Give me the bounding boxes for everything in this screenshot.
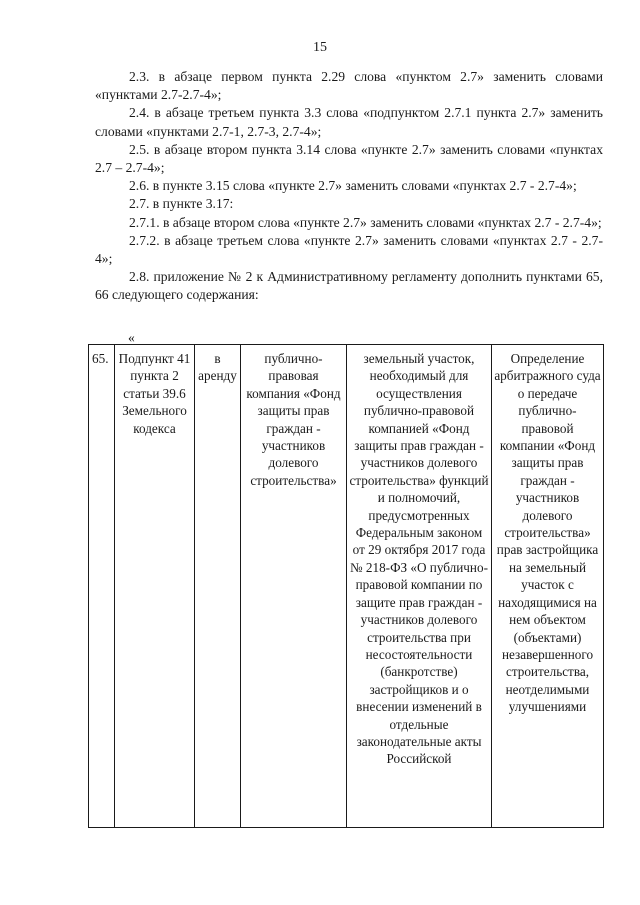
paragraph-2-5: 2.5. в абзаце втором пункта 3.14 слова «пункте 2.7» заменить словами «пунктах 2.7 – 2.7-4»; <box>95 141 603 176</box>
paragraph-2-8: 2.8. приложение № 2 к Административному регламенту дополнить пунктами 65, 66 следующего содержания: <box>95 269 603 303</box>
paragraph-2-6: 2.6. в пункте 3.15 слова «пункте 2.7» заменить словами «пунктах 2.7 - 2.7-4»; <box>129 178 577 194</box>
row-number-cell: 65. <box>89 345 115 828</box>
paragraph-2-7-1: 2.7.1. в абзаце втором слова «пункте 2.7» заменить словами «пунктах 2.7 - 2.7-4»; <box>129 214 602 230</box>
opening-quote-mark: « <box>128 330 135 345</box>
document-body <box>95 68 603 305</box>
paragraph-2-7: 2.7. в пункте 3.17: <box>129 196 234 212</box>
table-row <box>89 345 604 828</box>
land-plot-cell: земельный участок, необходимый для осуществления публично-правовой компанией «Фонд защиты прав граждан - участников долевого строительства» функций и полномочий, предусмотренных Федеральным законом от 29 октября 2017 года № 218-ФЗ «О публично-правовой компании по защите прав граждан - участников долевого строительства при несостоятельности (банкротстве) застройщиков и о внесении изменений в отдельные законодательные акты Российской <box>347 345 492 828</box>
recipient-cell: публично-правовая компания «Фонд защиты прав граждан - участников долевого строительства» <box>241 345 347 828</box>
document-cell: Определение арбитражного суда о передаче публично-правовой компании «Фонд защиты прав граждан - участников долевого строительства» прав застройщика на земельный участок с находящимися на нем объектом (объектами) незавершенного строительства, неотделимыми улучшениями <box>492 345 604 828</box>
amendment-table <box>88 344 604 828</box>
paragraph-2-3: 2.3. в абзаце первом пункта 2.29 слова «пунктом 2.7» заменить словами «пунктами 2.7-2.7-4»; <box>95 69 603 103</box>
paragraph-2-4: 2.4. в абзаце третьем пункта 3.3 слова «подпунктом 2.7.1 пункта 2.7» заменить словами «пунктами 2.7-1, 2.7-3, 2.7-4»; <box>95 105 603 139</box>
legal-basis-cell: Подпункт 41 пункта 2 статьи 39.6 Земельного кодекса <box>115 345 195 828</box>
paragraph-2-7-2: 2.7.2. в абзаце третьем слова «пункте 2.7» заменить словами «пунктах 2.7 - 2.7-4»; <box>95 232 603 267</box>
page-number: 15 <box>313 40 327 55</box>
lease-type-cell: в аренду <box>195 345 241 828</box>
